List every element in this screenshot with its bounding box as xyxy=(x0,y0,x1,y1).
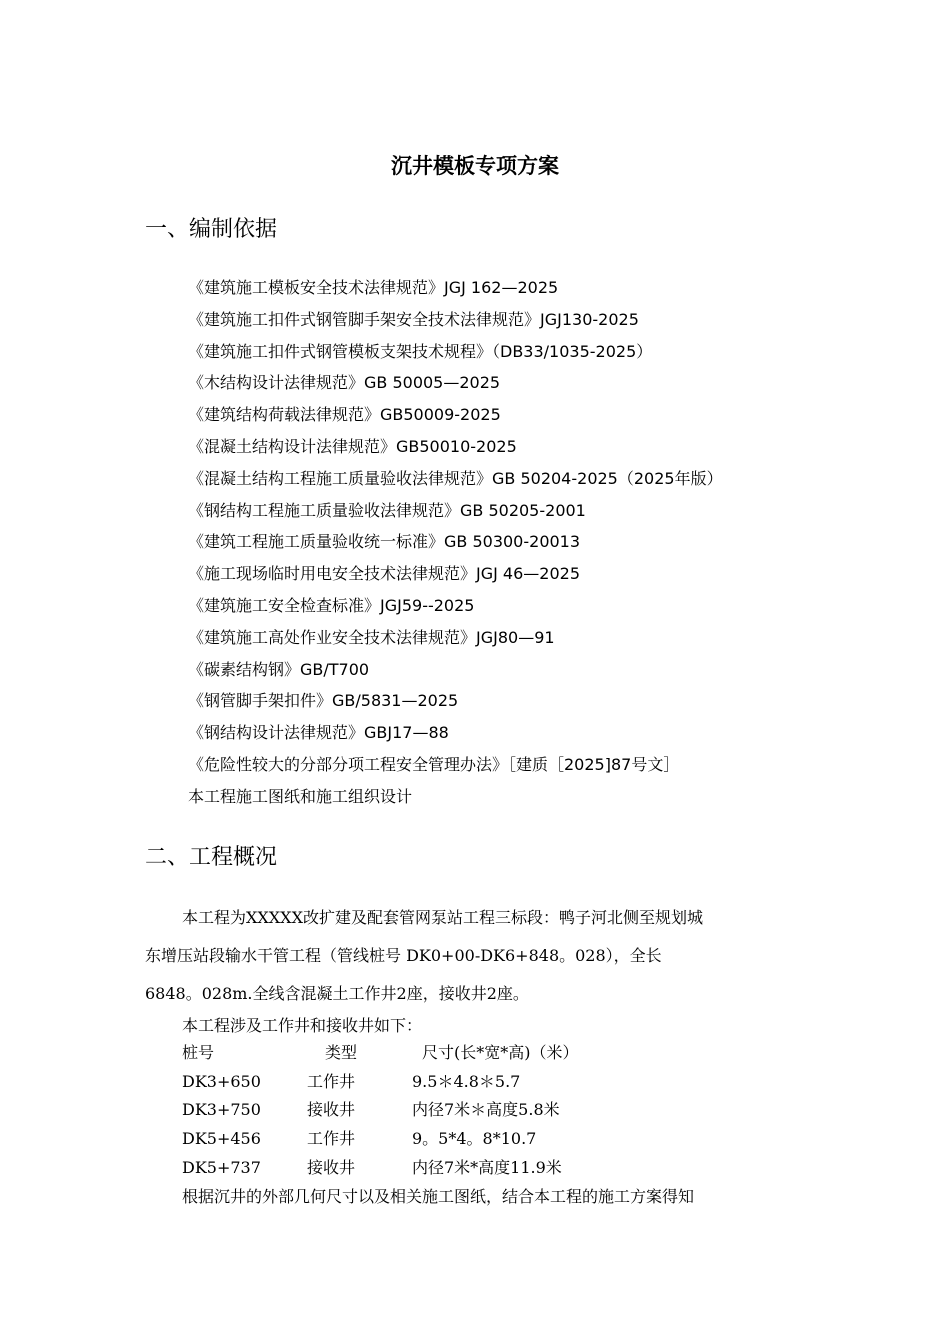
list-item: 《钢结构设计法律规范》GBJ17—88 xyxy=(188,723,449,743)
list-item: 《碳素结构钢》GB/T700 xyxy=(188,659,370,679)
table-cell: 内径7米＊高度5.8米 xyxy=(412,1100,560,1120)
list-item: 《混凝土结构工程施工质量验收法律规范》GB 50204-2025（2025年版） xyxy=(188,468,723,488)
table-cell: DK5+456 xyxy=(182,1129,261,1149)
table-cell: DK3+750 xyxy=(182,1100,261,1120)
list-item: 《钢管脚手架扣件》GB/5831—2025 xyxy=(188,691,459,711)
overview-paragraph-line-2: 东增压站段输水干管工程（管线桩号 DK0+00-DK6+848。028），全长 xyxy=(145,946,662,965)
wells-intro-paragraph: 本工程涉及工作井和接收井如下： xyxy=(182,1016,423,1035)
list-item: 《建筑工程施工质量验收统一标准》GB 50300-20013 xyxy=(188,532,581,552)
section-heading-overview: 二、工程概况 xyxy=(145,845,278,870)
section-heading-basis: 一、编制依据 xyxy=(145,217,278,242)
list-item: 《建筑结构荷载法律规范》GB50009-2025 xyxy=(188,405,501,425)
list-item: 《混凝土结构设计法律规范》GB50010-2025 xyxy=(188,436,517,456)
list-item: 本工程施工图纸和施工组织设计 xyxy=(188,786,413,806)
table-cell: 9.5＊4.8＊5.7 xyxy=(412,1071,521,1091)
document-title: 沉井模板专项方案 xyxy=(391,154,559,178)
conclusion-paragraph: 根据沉井的外部几何尺寸以及相关施工图纸，结合本工程的施工方案得知 xyxy=(182,1187,695,1206)
list-item: 《危险性较大的分部分项工程安全管理办法》［建质［2025]87号文］ xyxy=(188,754,680,774)
list-item: 《施工现场临时用电安全技术法律规范》JGJ 46—2025 xyxy=(188,564,581,584)
reference-list xyxy=(188,274,723,815)
overview-paragraph-line-1: 本工程为XXXXX改扩建及配套管网泵站工程三标段：鸭子河北侧至规划城 xyxy=(182,908,703,927)
table-cell: 工作井 xyxy=(307,1129,356,1149)
table-cell: 9。5*4。8*10.7 xyxy=(412,1129,537,1149)
table-cell: DK3+650 xyxy=(182,1071,261,1091)
list-item: 《建筑施工模板安全技术法律规范》JGJ 162—2025 xyxy=(188,278,559,297)
table-header-cell: 类型 xyxy=(325,1043,358,1062)
list-item: 《建筑施工高处作业安全技术法律规范》JGJ80—91 xyxy=(188,627,555,647)
table-header-cell: 尺寸(长*宽*高)（米） xyxy=(422,1043,579,1062)
table-header-cell: 桩号 xyxy=(182,1043,215,1062)
list-item: 《钢结构工程施工质量验收法律规范》GB 50205-2001 xyxy=(188,500,586,520)
table-cell: 接收井 xyxy=(307,1100,356,1120)
table-cell: 内径7米*高度11.9米 xyxy=(412,1157,562,1177)
table-cell: 工作井 xyxy=(307,1071,356,1091)
list-item: 《木结构设计法律规范》GB 50005—2025 xyxy=(188,373,501,393)
list-item: 《建筑施工扣件式钢管模板支架技术规程》（DB33/1035-2025） xyxy=(188,341,653,361)
table-cell: DK5+737 xyxy=(182,1157,261,1177)
table-cell: 接收井 xyxy=(307,1157,356,1177)
list-item: 《建筑施工扣件式钢管脚手架安全技术法律规范》JGJ130-2025 xyxy=(188,309,639,329)
list-item: 《建筑施工安全检查标准》JGJ59--2025 xyxy=(188,595,475,615)
overview-paragraph-line-3: 6848。028m.全线含混凝土工作井2座，接收井2座。 xyxy=(145,984,529,1003)
